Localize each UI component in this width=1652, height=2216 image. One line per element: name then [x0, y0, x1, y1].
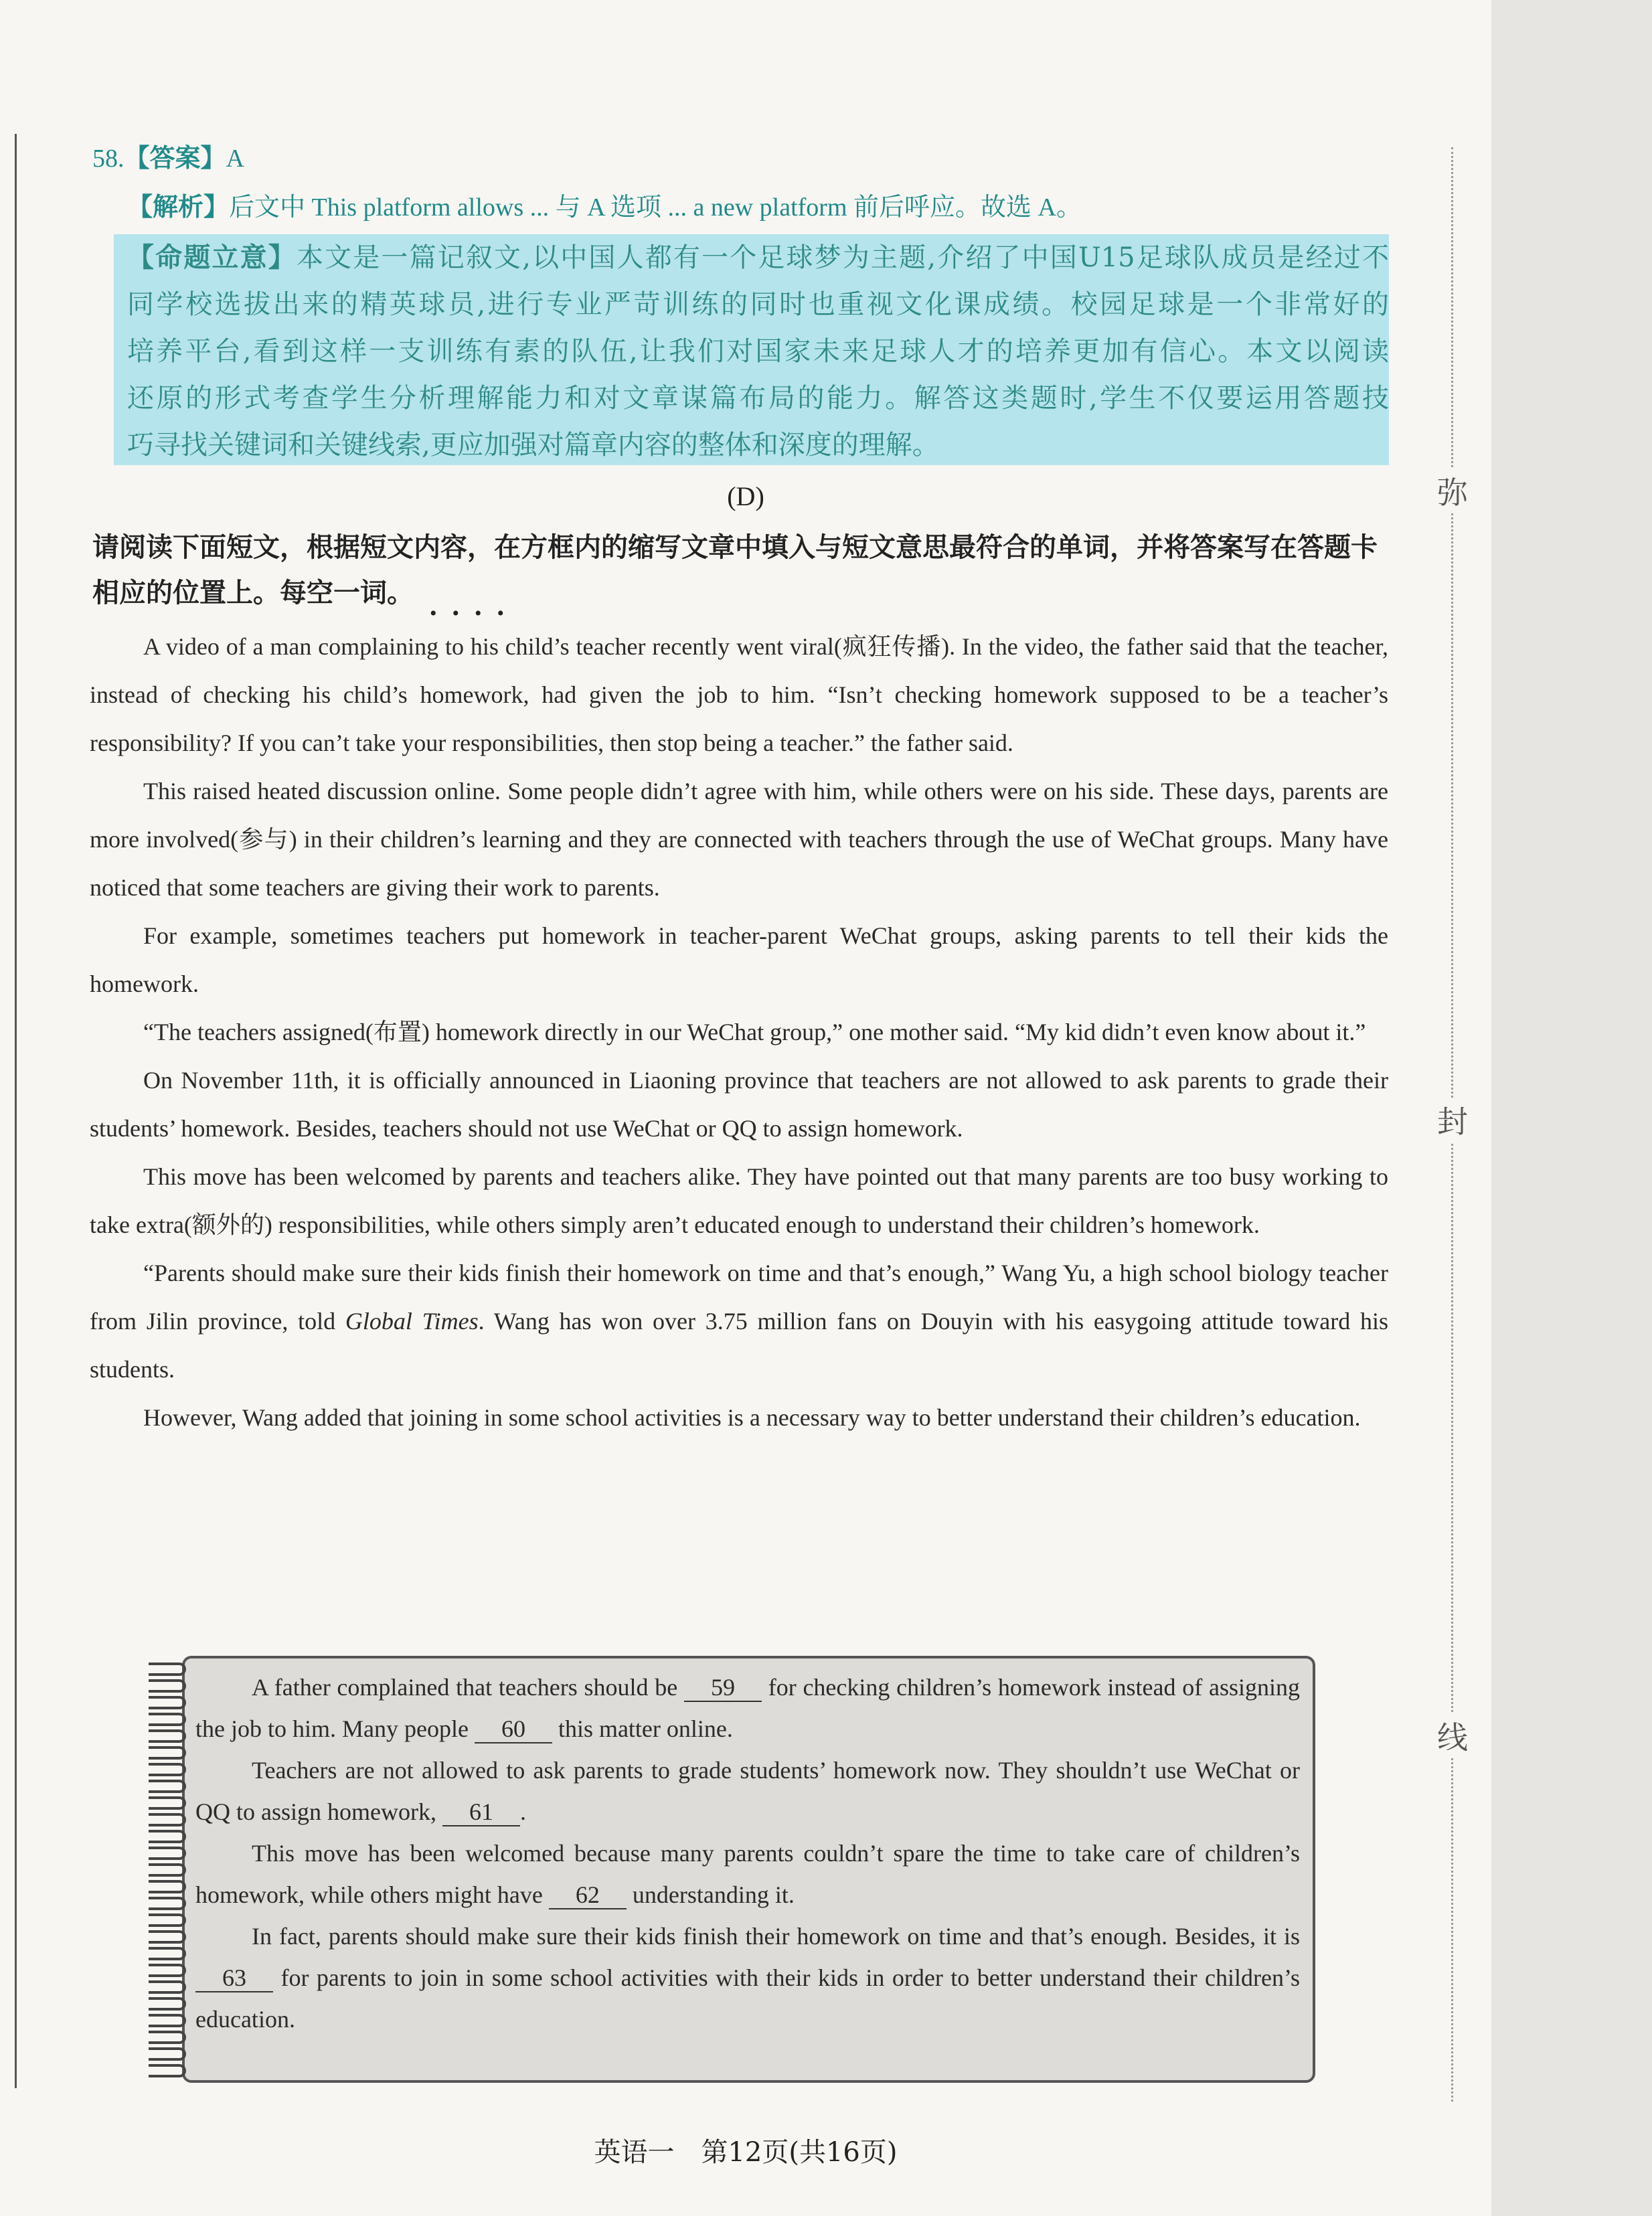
spiral-coil	[149, 1980, 186, 1994]
blank-61[interactable]: 61	[442, 1798, 520, 1826]
passage-paragraph: This move has been welcomed by parents and teachers alike. They have pointed out that many parents are too busy working to take extra(额外的) responsibilities, while others simply aren’t educated enough to understand their children’s homework.	[90, 1163, 1388, 1238]
emphasis-dots: ••••	[430, 602, 520, 624]
intent-label: 【命题立意】	[127, 242, 297, 273]
passage-paragraph: For example, sometimes teachers put homework in teacher-parent WeChat groups, asking parents to tell their kids the homework.	[90, 922, 1388, 997]
summary-paragraph: Teachers are not allowed to ask parents to grade students’ homework now. They shouldn’t use WeChat or QQ to assign homework, 61 .	[195, 1757, 1300, 1825]
analysis-text: 后文中 This platform allows ... 与 A 选项 ... a new platform 前后呼应。故选 A。	[229, 193, 1082, 222]
reading-passage	[90, 622, 1388, 1442]
summary-paragraph: In fact, parents should make sure their kids finish their homework on time and that’s enough. Besides, it is 63 for parents to join in some school activities with their kids in order to better understand their children’s education.	[195, 1923, 1300, 2033]
spiral-coil	[149, 1847, 186, 1860]
blank-63[interactable]: 63	[195, 1964, 273, 1992]
answer-58	[92, 137, 244, 174]
binding-char-feng: 封	[1426, 1098, 1479, 1142]
spiral-coil	[149, 1679, 186, 1693]
spiral-coil	[149, 1947, 186, 1960]
spiral-coil	[149, 1780, 186, 1793]
answer-label: 【答案】	[124, 145, 226, 173]
spiral-coil	[149, 1813, 186, 1826]
passage-paragraph: On November 11th, it is officially announced in Liaoning province that teachers are not allowed to ask parents to grade their students’ homework. Besides, teachers should not use WeChat or QQ to assign homework.	[90, 1067, 1388, 1142]
passage-paragraph: This raised heated discussion online. Some people didn’t agree with him, while others were on his side. These days, parents are more involved(参与) in their children’s learning and they are connected with teachers through the use of WeChat groups. Many have noticed that some teachers are giving their work to parents.	[90, 778, 1388, 901]
spiral-coil	[149, 1763, 186, 1776]
spiral-coil	[149, 1930, 186, 1944]
passage-paragraph: A video of a man complaining to his child’s teacher recently went viral(疯狂传播). In the video, the father said that the teacher, instead of checking his child’s homework, had given the job to him. “Isn’t checking homework supposed to be a teacher’s responsibility? If you can’t take your responsibilities, then stop being a teacher.” the father said.	[90, 633, 1388, 756]
page-footer: 英语一 第12页(共16页)	[594, 2137, 898, 2168]
summary-text	[195, 1667, 1300, 2040]
instruction-main: 请阅读下面短文，根据短文内容，在方框内的缩写文章中填入与短文意思最符合的单词，并将答案写在答题卡相应的位置上。	[92, 532, 1378, 608]
section-title: (D)	[727, 481, 764, 511]
blank-62[interactable]: 62	[549, 1881, 627, 1909]
spiral-coil	[149, 1880, 186, 1893]
instruction-end: 。	[387, 578, 414, 608]
intent-line-2: 同学校选拔出来的精英球员,进行专业严苛训练的同时也重视文化课成绩。校园足球是一个非常好的	[127, 289, 1389, 320]
analysis	[127, 186, 1082, 223]
spiral-coil	[149, 2047, 186, 2061]
spiral-coil	[149, 1830, 186, 1843]
passage-paragraph: “The teachers assigned(布置) homework directly in our WeChat group,” one mother said. “My kid didn’t even know about it.”	[143, 1019, 1366, 1045]
spiral-coil	[149, 2031, 186, 2044]
intent-line-3: 培养平台,看到这样一支训练有素的队伍,让我们对国家未来足球人才的培养更加有信心。本文以阅读	[127, 336, 1389, 367]
binding-char-xian: 线	[1426, 1713, 1479, 1758]
spiral-coil	[149, 1997, 186, 2011]
answer-value: A	[226, 145, 244, 173]
spiral-coil	[149, 2064, 186, 2077]
spiral-coil	[149, 1913, 186, 1927]
spiral-coil	[149, 1897, 186, 1910]
spiral-coil	[149, 2014, 186, 2027]
blank-59[interactable]: 59	[684, 1674, 762, 1702]
intent-line-1: 【命题立意】本文是一篇记叙文,以中国人都有一个足球梦为主题,介绍了中国U15足球队成员是经过不	[127, 242, 1389, 273]
summary-paragraph: This move has been welcomed because many parents couldn’t spare the time to take care of children’s homework, while others might have 62 understanding it.	[195, 1840, 1300, 1908]
binding-char-mi: 弥	[1426, 468, 1479, 513]
spiral-binding-icon	[149, 1653, 189, 2081]
spiral-coil	[149, 1663, 186, 1676]
spiral-coil	[149, 1696, 186, 1709]
passage-paragraph: “Parents should make sure their kids finish their homework on time and that’s enough,” Wang Yu, a high school biology teacher from Jilin province, told Global Times. Wang has won over 3.75 million fans on Douyin with his easygoing attitude toward his students.	[90, 1260, 1388, 1383]
spiral-coil	[149, 1796, 186, 1810]
binding-margin	[1491, 0, 1652, 2216]
spiral-coil	[149, 1729, 186, 1743]
passage-paragraph: However, Wang added that joining in some school activities is a necessary way to better understand their children’s education.	[143, 1404, 1361, 1431]
intent-text	[127, 234, 1389, 468]
spiral-coil	[149, 1713, 186, 1726]
instruction	[92, 525, 1384, 616]
blank-60[interactable]: 60	[475, 1715, 552, 1743]
spiral-coil	[149, 1746, 186, 1760]
newspaper-title: Global Times	[345, 1308, 479, 1335]
left-margin-rule	[15, 134, 17, 2088]
instruction-emphasis: 每空一词	[280, 578, 387, 608]
intent-line-4: 还原的形式考查学生分析理解能力和对文章谋篇布局的能力。解答这类题时,学生不仅要运用答题技	[127, 383, 1389, 414]
summary-paragraph: A father complained that teachers should be 59 for checking children’s homework instead of assigning the job to him. Many people 60 this matter online.	[195, 1674, 1300, 1742]
answer-number: 58.	[92, 145, 125, 173]
analysis-label: 【解析】	[127, 193, 230, 222]
intent-line-5: 巧寻找关键词和关键线索,更应加强对篇章内容的整体和深度的理解。	[127, 430, 939, 460]
spiral-coil	[149, 1863, 186, 1877]
spiral-coil	[149, 1964, 186, 1977]
